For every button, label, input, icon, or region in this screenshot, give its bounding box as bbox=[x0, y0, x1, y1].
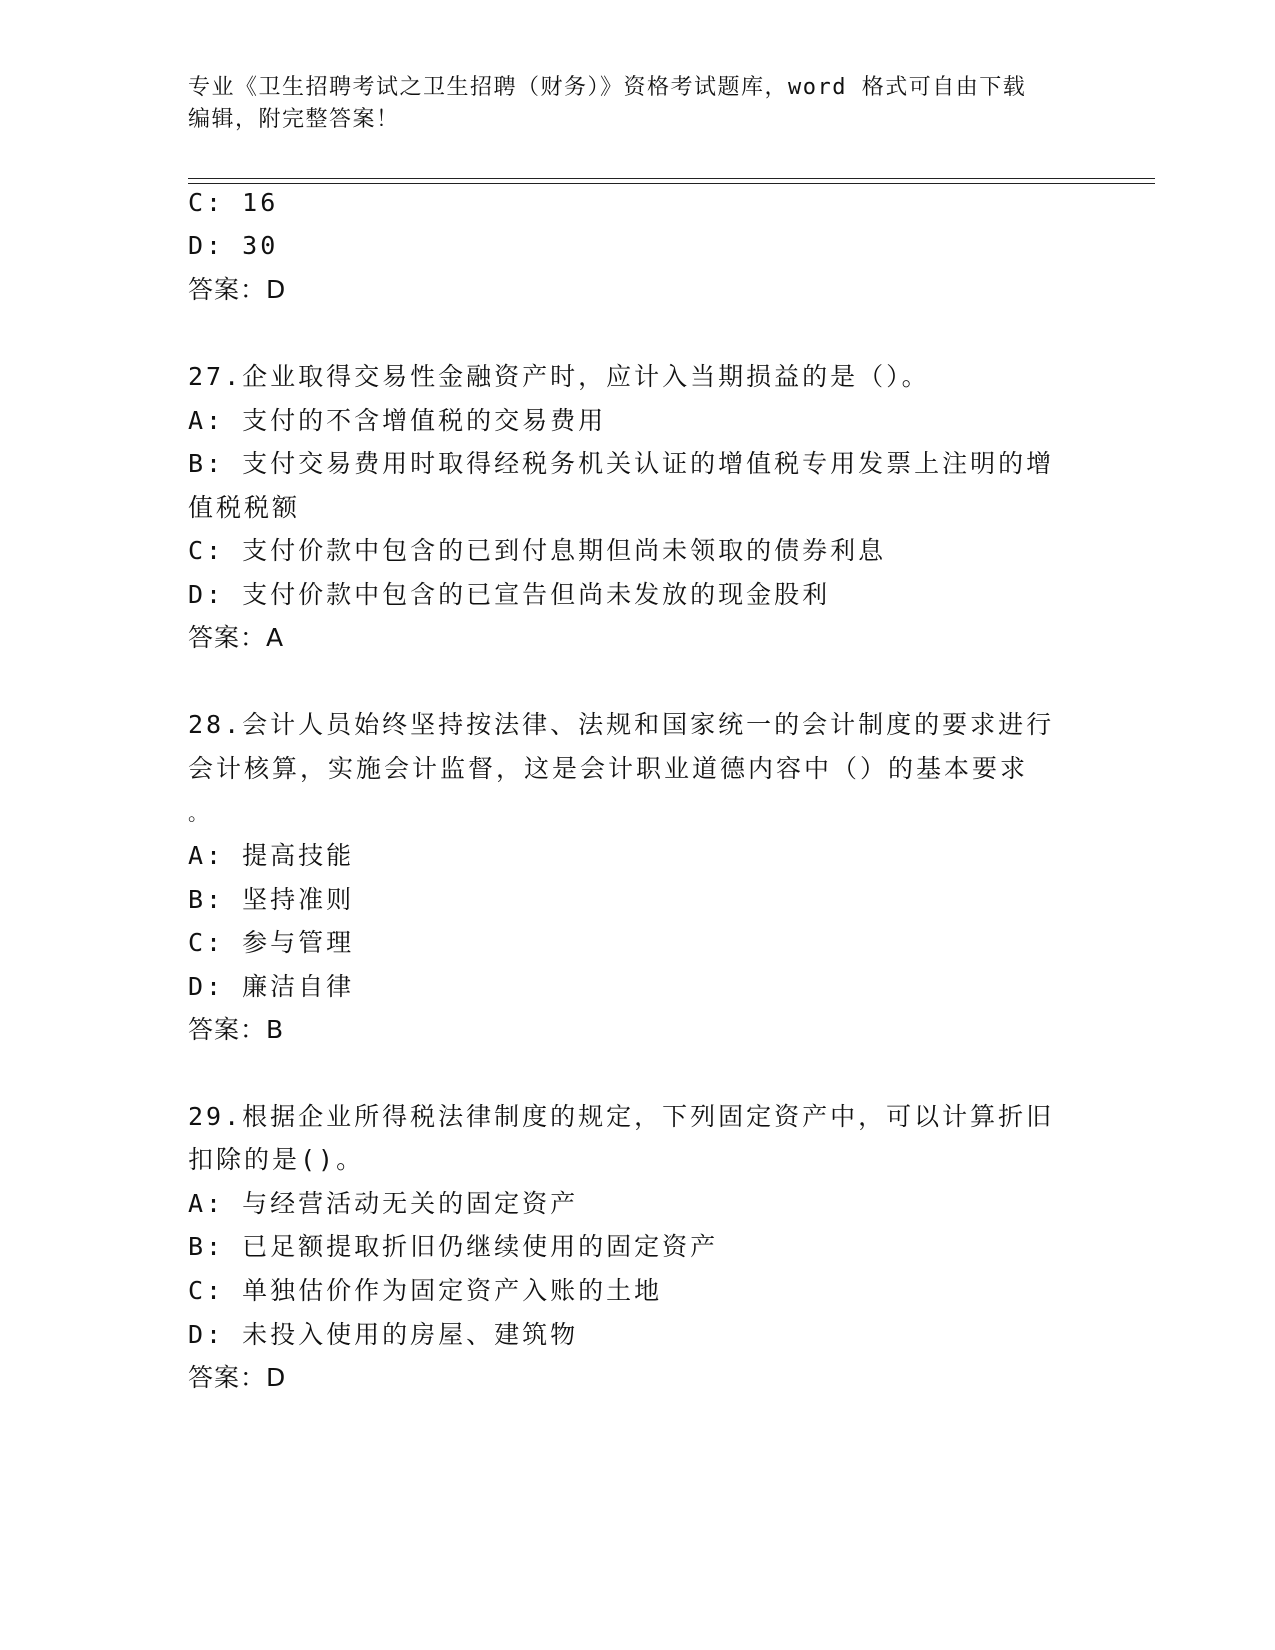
question-stem: 29.根据企业所得税法律制度的规定，下列固定资产中，可以计算折旧 bbox=[188, 1102, 1055, 1131]
answer-line: 答案：D bbox=[188, 275, 287, 304]
question-stem: 28.会计人员始终坚持按法律、法规和国家统一的会计制度的要求进行 bbox=[188, 710, 1055, 739]
question-stem: 27.企业取得交易性金融资产时，应计入当期损益的是（）。 bbox=[188, 362, 930, 391]
question-stem: 扣除的是()。 bbox=[188, 1145, 365, 1174]
option-d: D: 30 bbox=[188, 231, 279, 260]
header-line-1: 专业《卫生招聘考试之卫生招聘（财务）》资格考试题库，word 格式可自由下载 bbox=[188, 75, 1027, 100]
option-a: A: 与经营活动无关的固定资产 bbox=[188, 1189, 579, 1218]
option-d: D: 未投入使用的房屋、建筑物 bbox=[188, 1320, 579, 1349]
option-d: D: 廉洁自律 bbox=[188, 972, 355, 1001]
option-b: B: 已足额提取折旧仍继续使用的固定资产 bbox=[188, 1232, 719, 1261]
option-c: C: 16 bbox=[188, 188, 279, 217]
answer-line: 答案：A bbox=[188, 623, 285, 652]
option-b: B: 支付交易费用时取得经税务机关认证的增值税专用发票上注明的增 bbox=[188, 449, 1055, 478]
option-b-continued: 值税税额 bbox=[188, 493, 301, 522]
option-d: D: 支付价款中包含的已宣告但尚未发放的现金股利 bbox=[188, 580, 831, 609]
question-stem: 。 bbox=[188, 801, 211, 825]
header-line-2: 编辑，附完整答案！ bbox=[188, 107, 400, 132]
option-a: A: 提高技能 bbox=[188, 841, 355, 870]
option-b: B: 坚持准则 bbox=[188, 885, 355, 914]
option-c: C: 支付价款中包含的已到付息期但尚未领取的债券利息 bbox=[188, 536, 887, 565]
header-divider-bottom bbox=[188, 183, 1155, 184]
answer-line: 答案：B bbox=[188, 1015, 285, 1044]
option-c: C: 单独估价作为固定资产入账的土地 bbox=[188, 1276, 663, 1305]
question-stem: 会计核算，实施会计监督，这是会计职业道德内容中（）的基本要求 bbox=[188, 754, 1029, 783]
document-header bbox=[188, 72, 1088, 136]
header-divider-top bbox=[188, 178, 1155, 179]
option-c: C: 参与管理 bbox=[188, 928, 355, 957]
answer-line: 答案：D bbox=[188, 1363, 287, 1392]
option-a: A: 支付的不含增值税的交易费用 bbox=[188, 406, 607, 435]
